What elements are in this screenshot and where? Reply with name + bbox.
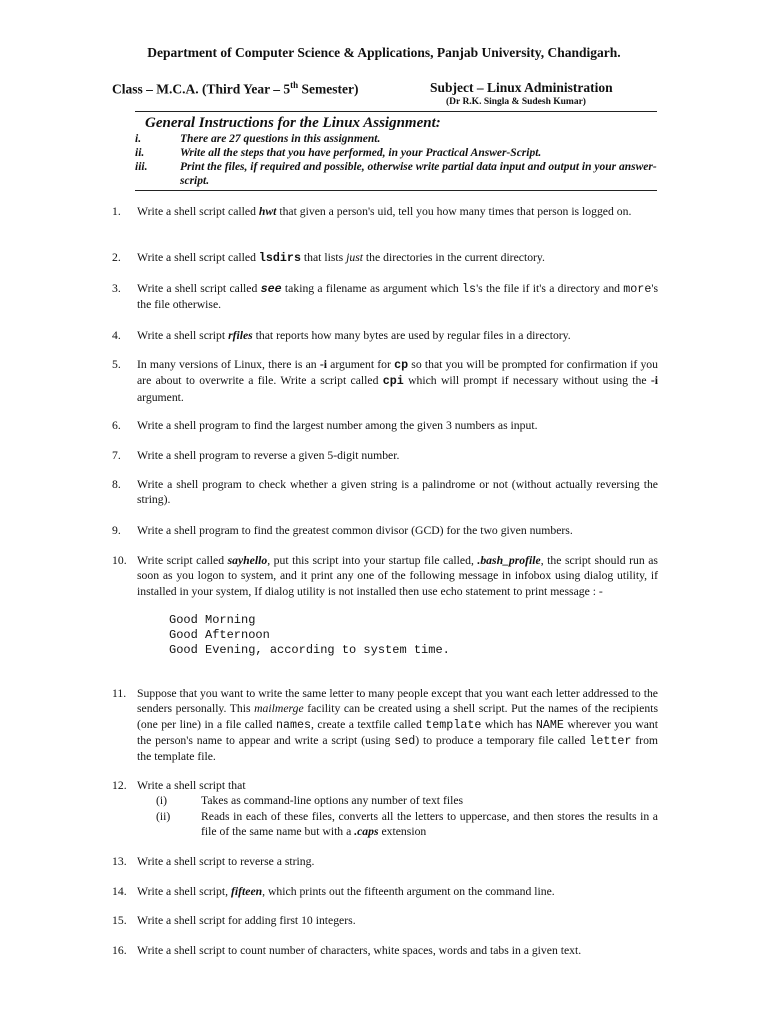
sub-item: (i) Takes as command-line options any number of text files	[156, 794, 464, 808]
department-heading: Department of Computer Science & Applications, Panjab University, Chandigarh.	[147, 45, 621, 60]
instruction-item: i. There are 27 questions in this assignment.	[135, 133, 381, 145]
question-7: 7. Write a shell program to reverse a given 5-digit number.	[112, 449, 400, 462]
question-2: 2. Write a shell script called lsdirs that lists just the directories in the current directory.	[112, 251, 545, 265]
question-13: 13. Write a shell script to reverse a string.	[112, 855, 315, 868]
general-instructions	[135, 111, 657, 191]
question-4: 4. Write a shell script rfiles that reports how many bytes are used by regular files in a directory.	[112, 329, 571, 342]
question-8: 8. Write a shell program to check whether a given string is a palindrome or not (without actually reversing the string).	[112, 478, 658, 507]
question-15: 15. Write a shell script for adding first 10 integers.	[112, 914, 356, 927]
question-3: 3. Write a shell script called see taking a filename as argument which ls's the file if it's a directory and more's the file otherwise.	[112, 282, 658, 312]
question-9: 9. Write a shell program to find the greatest common divisor (GCD) for the two given numbers.	[112, 524, 573, 537]
question-10: 10. Write script called sayhello, put this script into your startup file called, .bash_profile, the script should run as soon as you logon to system, and it print any one of the following message in infobox using dialog utility, if installed in your system, If dialog utility is not installed then use echo statement to print message : - Good Morning Good Afternoon Good Evening, according to system time.	[112, 554, 658, 657]
question-6: 6. Write a shell program to find the largest number among the given 3 numbers as input.	[112, 419, 538, 432]
question-1: 1. Write a shell script called hwt that given a person's uid, tell you how many times that person is logged on.	[112, 205, 632, 218]
class-label: Class – M.C.A. (Third Year – 5th Semester)	[112, 80, 359, 97]
question-14: 14. Write a shell script, fifteen, which prints out the fifteenth argument on the command line.	[112, 885, 555, 898]
question-5: 5. In many versions of Linux, there is an -i argument for cp so that you will be prompted for confirmation if you are about to overwrite a file. Write a script called cpi which will prompt if necessary without using the -i argument.	[112, 358, 658, 404]
subject-label: Subject – Linux Administration	[430, 80, 613, 95]
question-11: 11. Suppose that you want to write the same letter to many people except that you want each letter addressed to the senders personally. This mailmerge facility can be created using a shell script. Put the names of the recipients (one per line) in a file called names, create a textfile called template which has NAME wherever you want the person's name to appear and write a script (using sed) to produce a temporary file called letter from the template file.	[112, 687, 659, 764]
authors-label: (Dr R.K. Singla & Sudesh Kumar)	[446, 97, 586, 107]
instruction-item: iii. Print the files, if required and possible, otherwise write partial data input and output in your answer-script.	[135, 161, 657, 187]
question-16: 16. Write a shell script to count number of characters, white spaces, words and tabs in a given text.	[112, 944, 582, 957]
instructions-title: General Instructions for the Linux Assignment:	[145, 115, 441, 131]
greeting-messages: Good Morning Good Afternoon Good Evening, according to system time.	[169, 612, 450, 657]
sub-item: (ii) Reads in each of these files, converts all the letters to uppercase, and then stores the results in a file of the same name but with a .caps extension	[156, 809, 658, 838]
question-12: 12. Write a shell script that (i) Takes as command-line options any number of text files (ii) Reads in each of these files, converts all the letters to uppercase, and then stores the results in a file of the same name but with a .caps extension	[112, 779, 658, 838]
instruction-item: ii. Write all the steps that you have performed, in your Practical Answer-Script.	[135, 147, 542, 159]
